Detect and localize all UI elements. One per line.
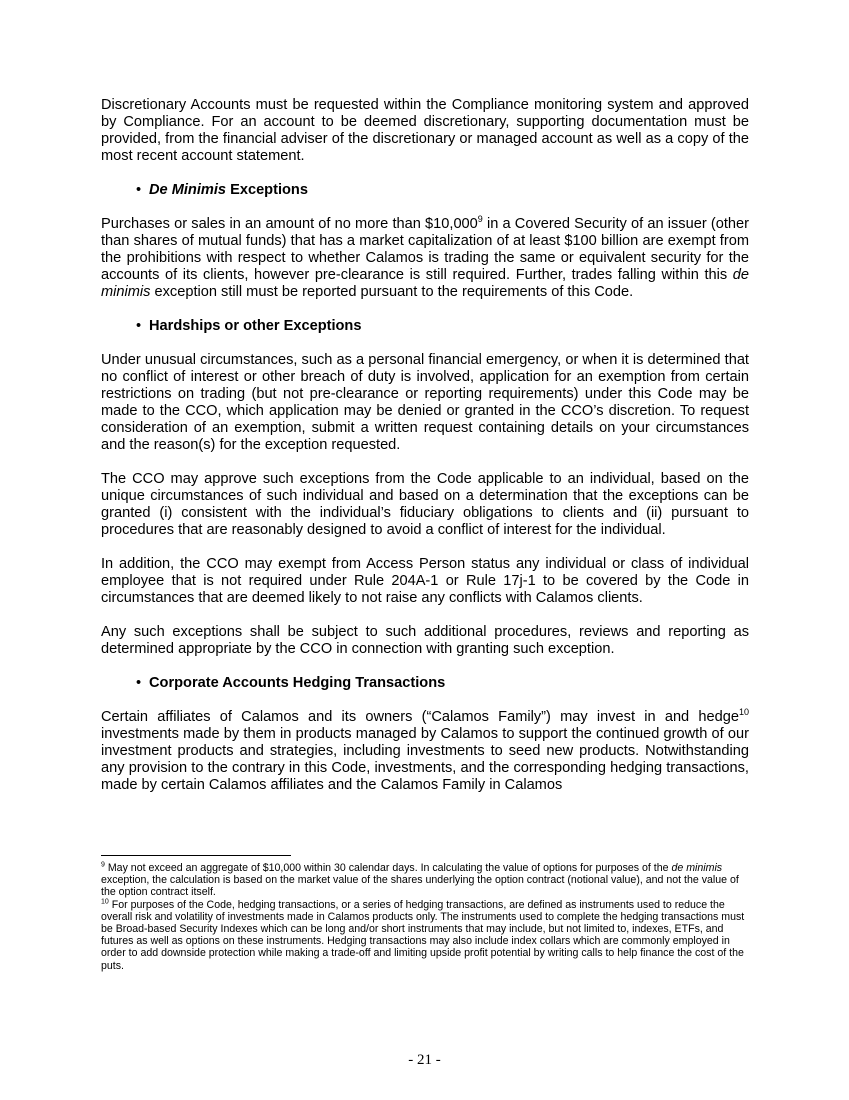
footnote-number: 9 xyxy=(101,861,105,869)
text-run: Purchases or sales in an amount of no more than $10,000 xyxy=(101,216,478,232)
text-run-italic: de minimis xyxy=(101,267,749,300)
footnote-ref-10[interactable]: 10 xyxy=(738,707,749,718)
bullet-icon: • xyxy=(136,675,142,691)
heading-label: Hardships or other Exceptions xyxy=(149,318,362,334)
heading-corporate-accounts-hedging xyxy=(101,675,749,692)
footnote-10 xyxy=(101,899,749,972)
paragraph-cco-approval: The CCO may approve such exceptions from the Code applicable to an individual, based on the unique circumstances of such individual and based on a determination that the exceptions can be granted (i) consistent with the individual’s fiduciary obligations to clients and (ii) pursuant to procedures that are reasonably designed to avoid a conflict of interest for the individual. xyxy=(101,471,749,538)
text-run: in a Covered Security of an issuer (other than shares of mutual funds) that has a market capitalization of at least $100 billion are exempt from the prohibitions with respect to whether Calamos is trading the same or equivalent security for the accounts of its clients, however pre-clearance is still required. Further, trades falling within this xyxy=(101,216,749,283)
paragraph-additional-procedures: Any such exceptions shall be subject to such additional procedures, reviews and reporting as determined appropriate by the CCO in connection with granting such exception. xyxy=(101,624,749,657)
footnotes xyxy=(101,862,749,972)
page-number: - 21 - xyxy=(408,1052,441,1068)
bullet-icon: • xyxy=(136,318,142,334)
paragraph-de-minimis xyxy=(101,216,749,301)
text-run: exception still must be reported pursuant to the requirements of this Code. xyxy=(150,284,634,300)
paragraph-calamos-family xyxy=(101,709,749,794)
text-run: Certain affiliates of Calamos and its owners (“Calamos Family”) may invest in and hedge xyxy=(101,709,739,725)
footnote-ref-9[interactable]: 9 xyxy=(477,214,483,225)
footnote-9 xyxy=(101,862,749,899)
paragraph-access-person-exemption: In addition, the CCO may exempt from Access Person status any individual or class of individual employee that is not required under Rule 204A-1 or Rule 17j-1 to be covered by the Code in circumstances that are deemed likely to not raise any conflicts with Calamos clients. xyxy=(101,556,749,606)
paragraph-discretionary-accounts: Discretionary Accounts must be requested within the Compliance monitoring system and approved by Compliance. For an account to be deemed discretionary, supporting documentation must be provided, from the financial adviser of the discretionary or managed account as well as a copy of the most recent account statement. xyxy=(101,97,749,164)
heading-hardships-exceptions xyxy=(101,318,749,335)
text-run: May not exceed an aggregate of $10,000 within 30 calendar days. In calculating the value of options for purposes of the xyxy=(104,862,672,874)
footnote-separator xyxy=(101,855,291,856)
text-run: investments made by them in products managed by Calamos to support the continued growth of our investment products and strategies, including investments to seed new products. Notwithstanding any provision to the contrary in this Code, investments, and the corresponding hedging transactions, made by certain Calamos affiliates and the Calamos Family in Calamos xyxy=(101,726,749,793)
main-text xyxy=(101,97,749,794)
heading-de-minimis-exceptions xyxy=(101,182,749,199)
text-run: exception, the calculation is based on the market value of the shares underlying the option contract (notional value), and not the value of the option contract itself. xyxy=(101,874,739,899)
heading-rest: Exceptions xyxy=(226,182,308,198)
text-run-italic: de minimis xyxy=(671,862,723,874)
bullet-icon: • xyxy=(136,182,142,198)
footnote-number: 10 xyxy=(101,898,109,906)
paragraph-unusual-circumstances: Under unusual circumstances, such as a personal financial emergency, or when it is determined that no conflict of interest or other breach of duty is involved, application for an exemption from certain restrictions on trading (but not pre-clearance or reporting requirements) under this Code may be made to the CCO, which application may be denied or granted in the CCO’s discretion. To request consideration of an exemption, submit a written request containing details on your circumstances and the reason(s) for the exception requested. xyxy=(101,352,749,453)
text-run: For purposes of the Code, hedging transactions, or a series of hedging transactions, are defined as instruments used to reduce the overall risk and volatility of investments made in Calamos products only. The instruments used to complete the hedging transactions must be Broad-based Security Indexes which can be long and/or short instruments that may include, but not limited to, indexes, ETFs, and futures as well as options on these instruments. Hedging transactions may also include index collars which are commonly employed in order to add downside protection while making a trade-off and limiting upside profit potential by writing calls to help finance the cost of the puts. xyxy=(101,898,745,972)
heading-label: Corporate Accounts Hedging Transactions xyxy=(149,675,446,691)
heading-italic-part: De Minimis xyxy=(149,182,227,198)
